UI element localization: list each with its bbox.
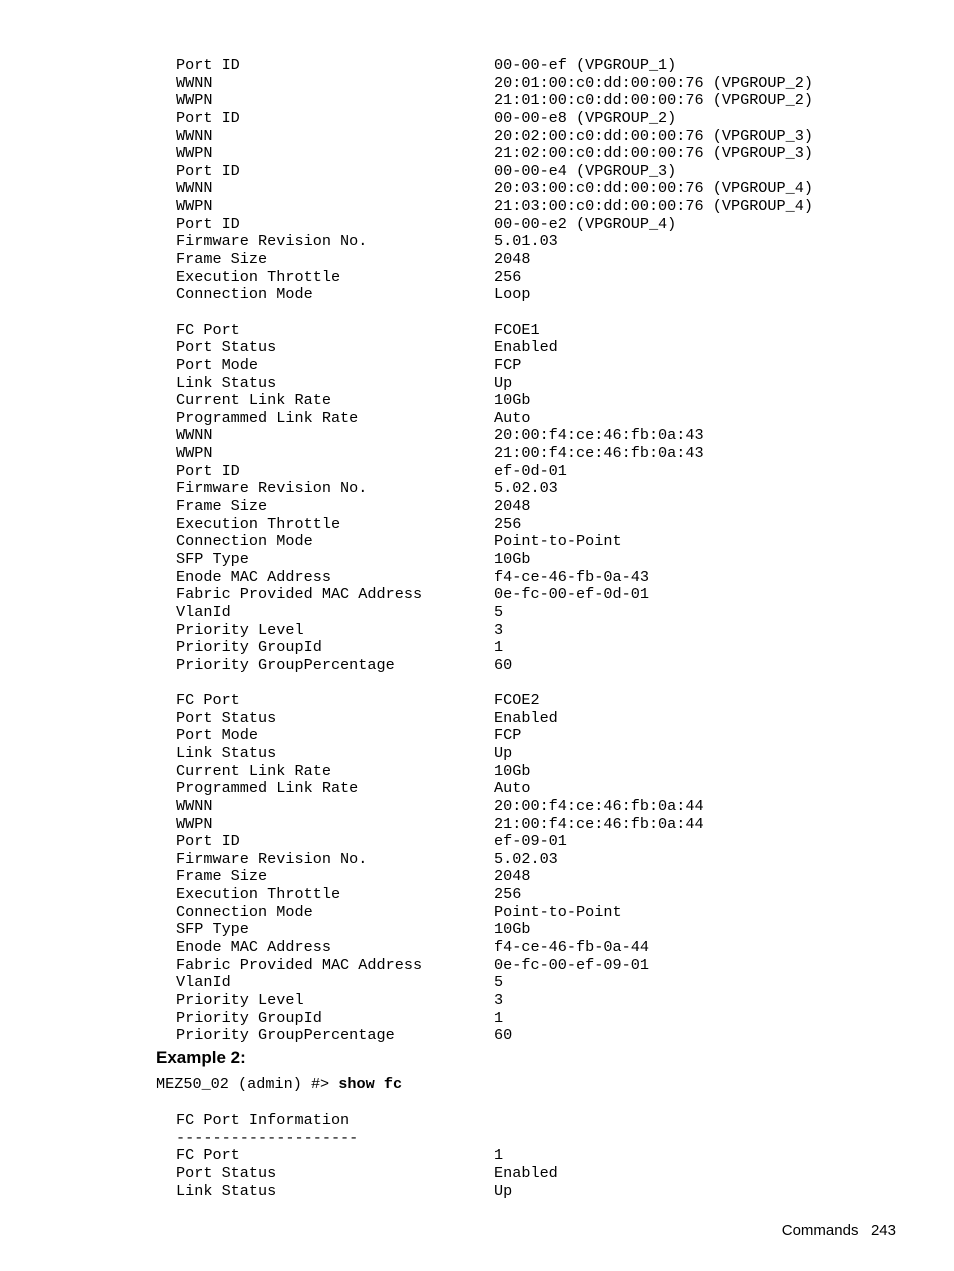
field-label: Programmed Link Rate (176, 779, 359, 798)
page-number: 243 (870, 1222, 896, 1239)
field-label: Enode MAC Address (176, 938, 331, 957)
page-footer (782, 1222, 896, 1239)
field-value: FCP (494, 726, 522, 745)
field-value: 256 (494, 885, 522, 904)
field-value: 00-00-e4 (VPGROUP_3) (494, 161, 677, 180)
info-rows (176, 1146, 558, 1200)
field-value: 20:03:00:c0:dd:00:00:76 (VPGROUP_4) (494, 179, 813, 198)
field-label: Firmware Revision No. (176, 479, 368, 498)
field-value: 10Gb (494, 549, 531, 568)
field-label: Port ID (176, 161, 240, 180)
field-value: 21:01:00:c0:dd:00:00:76 (VPGROUP_2) (494, 91, 813, 110)
field-label: Enode MAC Address (176, 567, 331, 586)
fc-info-row (176, 1181, 513, 1201)
field-value: 256 (494, 514, 522, 533)
field-label: Port ID (176, 214, 240, 233)
field-value: 10Gb (494, 761, 531, 780)
field-value: Point-to-Point (494, 902, 622, 921)
field-value: 00-00-e8 (VPGROUP_2) (494, 108, 677, 127)
field-value: 21:00:f4:ce:46:fb:0a:43 (494, 444, 704, 463)
field-value: 5.02.03 (494, 479, 558, 498)
field-label: WWPN (176, 814, 213, 833)
field-label: Priority GroupPercentage (176, 655, 395, 674)
field-value: 2048 (494, 497, 531, 516)
field-label: Port Status (176, 338, 277, 357)
field-label: Current Link Rate (176, 391, 331, 410)
field-value: 1 (494, 1146, 504, 1165)
field-value: Point-to-Point (494, 532, 622, 551)
field-value: 10Gb (494, 920, 531, 939)
field-label: WWPN (176, 91, 213, 110)
field-value: Enabled (494, 338, 558, 357)
field-label: Frame Size (176, 250, 268, 269)
field-value: ef-09-01 (494, 832, 567, 851)
field-value: 00-00-ef (VPGROUP_1) (494, 56, 677, 74)
field-label: WWNN (176, 426, 213, 445)
field-value: f4-ce-46-fb-0a-43 (494, 567, 649, 586)
field-value: 0e-fc-00-ef-09-01 (494, 955, 649, 974)
field-label: Priority Level (176, 990, 304, 1009)
field-value: 2048 (494, 250, 531, 269)
field-label: Port ID (176, 461, 240, 480)
info-title: FC Port Information (176, 1111, 350, 1129)
field-label: Priority Level (176, 620, 304, 639)
field-label: Fabric Provided MAC Address (176, 585, 423, 604)
field-value: 2048 (494, 867, 531, 886)
field-value: f4-ce-46-fb-0a-44 (494, 938, 649, 957)
field-label: Link Status (176, 373, 277, 392)
field-label: Execution Throttle (176, 267, 341, 286)
field-label: WWNN (176, 126, 213, 145)
field-label: Priority GroupPercentage (176, 1026, 395, 1045)
field-label: WWPN (176, 197, 213, 216)
field-label: Connection Mode (176, 285, 313, 304)
command-prompt: MEZ50_02 (admin) #> (156, 1075, 339, 1093)
field-value: Up (494, 373, 513, 392)
field-label: VlanId (176, 602, 231, 621)
field-label: Port Mode (176, 355, 259, 374)
field-label: Firmware Revision No. (176, 849, 368, 868)
fc-info-row (176, 1163, 558, 1183)
field-value: Enabled (494, 708, 558, 727)
field-value: 1 (494, 1008, 504, 1027)
field-label: Programmed Link Rate (176, 408, 359, 427)
field-value: Up (494, 743, 513, 762)
field-label: Port Status (176, 708, 277, 727)
field-label: FC Port (176, 1146, 240, 1165)
field-value: 21:03:00:c0:dd:00:00:76 (VPGROUP_4) (494, 197, 813, 216)
field-label: Port Mode (176, 726, 259, 745)
field-value: FCP (494, 355, 522, 374)
field-label: Fabric Provided MAC Address (176, 955, 423, 974)
field-value: Enabled (494, 1163, 558, 1182)
field-label: SFP Type (176, 920, 249, 939)
fc-info-row (176, 1146, 504, 1165)
field-label: FC Port (176, 320, 240, 339)
field-label: Execution Throttle (176, 514, 341, 533)
field-label: VlanId (176, 973, 231, 992)
field-label: Link Status (176, 743, 277, 762)
field-label: Priority GroupId (176, 1008, 322, 1027)
field-value: 20:02:00:c0:dd:00:00:76 (VPGROUP_3) (494, 126, 813, 145)
field-label: Current Link Rate (176, 761, 331, 780)
fc-info-block (176, 1111, 558, 1200)
field-value: FCOE1 (494, 320, 540, 339)
field-value: 20:00:f4:ce:46:fb:0a:44 (494, 796, 704, 815)
field-label: Port Status (176, 1163, 277, 1182)
field-value: 60 (494, 1026, 513, 1045)
info-separator: -------------------- (176, 1128, 359, 1147)
field-value: ef-0d-01 (494, 461, 567, 480)
example-heading: Example 2: (156, 1048, 246, 1067)
field-label: FC Port (176, 691, 240, 710)
field-value: 60 (494, 655, 513, 674)
field-label: WWNN (176, 179, 213, 198)
footer-section: Commands (781, 1222, 859, 1239)
field-value: Loop (494, 285, 531, 304)
command-line (156, 1076, 402, 1094)
field-value: 20:00:f4:ce:46:fb:0a:43 (494, 426, 704, 445)
field-label: Execution Throttle (176, 885, 341, 904)
field-label: WWNN (176, 73, 213, 92)
field-value: Up (494, 1181, 513, 1200)
field-label: Frame Size (176, 867, 268, 886)
command-text: show fc (338, 1075, 403, 1093)
field-value: 5 (494, 973, 504, 992)
field-value: 3 (494, 620, 504, 639)
field-label: Priority GroupId (176, 638, 322, 657)
field-value: 10Gb (494, 391, 531, 410)
field-label: Connection Mode (176, 532, 313, 551)
field-label: Port ID (176, 56, 240, 74)
field-label: Firmware Revision No. (176, 232, 368, 251)
field-value: 5.01.03 (494, 232, 558, 251)
field-label: WWPN (176, 444, 213, 463)
field-value: 256 (494, 267, 522, 286)
field-value: 21:02:00:c0:dd:00:00:76 (VPGROUP_3) (494, 144, 813, 163)
field-label: Link Status (176, 1181, 277, 1200)
field-label: SFP Type (176, 549, 249, 568)
field-value: 5.02.03 (494, 849, 558, 868)
field-value: 00-00-e2 (VPGROUP_4) (494, 214, 677, 233)
field-label: WWNN (176, 796, 213, 815)
field-value: 0e-fc-00-ef-0d-01 (494, 585, 649, 604)
field-value: Auto (494, 779, 531, 798)
field-value: 5 (494, 602, 504, 621)
field-label: WWPN (176, 144, 213, 163)
field-value: 21:00:f4:ce:46:fb:0a:44 (494, 814, 704, 833)
field-value: 1 (494, 638, 504, 657)
field-label: Frame Size (176, 497, 268, 516)
field-value: 20:01:00:c0:dd:00:00:76 (VPGROUP_2) (494, 73, 813, 92)
field-label: Connection Mode (176, 902, 313, 921)
field-label: Port ID (176, 832, 240, 851)
field-label: Port ID (176, 108, 240, 127)
field-value: Auto (494, 408, 531, 427)
field-value: 3 (494, 990, 504, 1009)
field-value: FCOE2 (494, 691, 540, 710)
